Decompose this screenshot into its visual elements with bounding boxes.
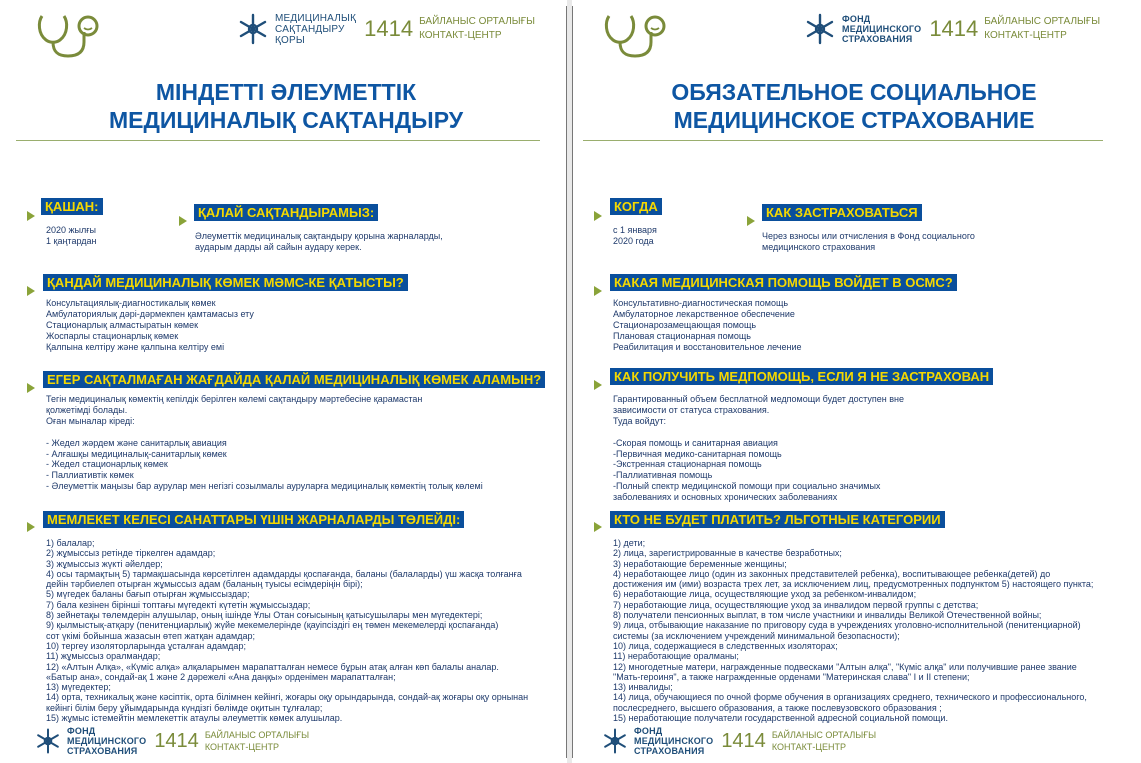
how-text: Әлеуметтік медициналық сақтандыру қорына жарналарды, аударым дарды ай сайын аудару керек. xyxy=(195,231,443,252)
arrow-icon xyxy=(747,216,755,226)
when-text: 2020 жылғы 1 қаңтардан xyxy=(46,225,97,246)
footer-logo-line-1: ФОНД xyxy=(67,726,96,736)
fund-logo xyxy=(236,12,535,46)
page-title-line-2: МЕДИЦИНСКОЕ СТРАХОВАНИЕ xyxy=(673,107,1035,133)
state-pays-header: МЕМЛЕКЕТ КЕЛЕСІ САНАТТАРЫ ҮШІН ЖАРНАЛАРДЫ ТӨЛЕЙДІ: xyxy=(43,511,464,528)
footer-logo xyxy=(601,726,876,756)
arrow-icon xyxy=(27,522,35,532)
arrow-icon xyxy=(594,211,602,221)
contact-ru: КОНТАКТ-ЦЕНТР xyxy=(419,30,502,41)
page-title-line-1: ОБЯЗАТЕЛЬНОЕ СОЦИАЛЬНОЕ xyxy=(671,79,1037,105)
coverage-list: Консультативно-диагностическая помощь Амбулаторное лекарственное обеспечение Стационарозамещающая помощь Плановая стационарная помощь Реабилитация и восстановительное лечение xyxy=(613,298,802,352)
stethoscope-icon xyxy=(603,12,673,58)
arrow-icon xyxy=(27,286,35,296)
footer-logo-line-2: МЕДИЦИНСКОГО xyxy=(67,736,147,746)
arrow-icon xyxy=(594,380,602,390)
logo-line-2: САҚТАНДЫРУ xyxy=(275,23,345,35)
uninsured-text: Тегін медициналық көмектің кепілдік берілген көлемі сақтандыру мәртебесіне қарамастан қолжетімді болады. Оған мыналар кіреді: - Жедел жәрдем және санитарлық авиация - Алғашқы медициналық-санитарлық көмек - Жедел стационарлық көмек - Паллиативтік көмек - Әлеуметтік маңызы бар аурулар мен негізгі созылмалы ауруларға медициналық көмектің толық көлемі xyxy=(46,394,483,492)
footer-hotline-number: 1414 xyxy=(154,729,199,752)
arrow-icon xyxy=(179,216,187,226)
arrow-icon xyxy=(594,286,602,296)
logo-line-2: МЕДИЦИНСКОГО xyxy=(842,24,922,34)
russian-page xyxy=(572,6,1135,758)
how-text: Через взносы или отчисления в Фонд социального медицинского страхования xyxy=(762,231,975,252)
exempt-header: КТО НЕ БУДЕТ ПЛАТИТЬ? ЛЬГОТНЫЕ КАТЕГОРИИ xyxy=(610,511,945,528)
footer-contact-ru: КОНТАКТ-ЦЕНТР xyxy=(771,742,847,752)
contact-ru: КОНТАКТ-ЦЕНТР xyxy=(984,30,1067,41)
contact-kz: БАЙЛАНЫС ОРТАЛЫҒЫ xyxy=(984,16,1101,27)
kazakh-page xyxy=(6,6,567,758)
stethoscope-icon xyxy=(36,12,106,58)
coverage-list: Консультациялық-диагностикалық көмек Амбулаториялық дәрі-дәрмекпен қамтамасыз ету Стационарлық алмастыратын көмек Жоспарлы стационарлық көмек Қалпына келтіру және қалпына келтіру емі xyxy=(46,298,254,352)
page-title-line-1: МІНДЕТТІ ӘЛЕУМЕТТІК xyxy=(155,79,417,105)
when-header: КОГДА xyxy=(610,198,662,215)
footer-hotline-number: 1414 xyxy=(721,729,766,752)
footer-contact-kz: БАЙЛАНЫС ОРТАЛЫҒЫ xyxy=(204,730,310,740)
when-text: с 1 января 2020 года xyxy=(613,225,657,246)
arrow-icon xyxy=(27,211,35,221)
footer-logo-line-1: ФОНД xyxy=(634,726,663,736)
logo-line-1: ФОНД xyxy=(842,14,871,24)
uninsured-text: Гарантированный объем бесплатной медпомощи будет доступен вне зависимости от статуса страхования. Туда войдут: -Скорая помощь и санитарная авиация -Первичная медико-санитарная помощь -Экстренная стационарная помощь -Паллиативная помощь -Полный спектр медицинской помощи при социально значимых заболеваниях и основных хронических заболеваниях xyxy=(613,394,905,503)
state-pays-list: 1) балалар; 2) жұмыссыз ретінде тіркелген адамдар; 3) жұмыссыз жүкті әйелдер; 4) осы тармақтың 5) тармақшасында көрсетілген адамдарды қоспағанда, баланы (балаларды) үш жасқа толғанға дейін тәрбиелеп отырған жұмыссыз адам (баланың туысы есімдеріңін бірі); 5) мүгедек баланы бағып отырған жұмыссыздар; 7) бала кезінен бірінші топтағы мүгедекті күтетін жұмыссыздар; 8) зейнетақы төлемдерін алушылар, оның ішінде Ұлы Отан соғысының қатысушылары мен мүгедектері; 9) қылмыстық-атқару (пенитенциарлық) жүйе мекемелерінде (қауіпсіздігі ең төмен мекемелерді қоспағанда) сот үкімі бойынша жазасын өтеп жатқан адамдар; 10) тергеу изоляторларында ұсталған адамдар; 11) жұмыссыз оралмандар; 12) «Алтын Алқа», «Күміс алқа» алқаларымен марапатталған немесе бұрын атақ алған көп балалы аналар. «Батыр ана», сондай-ақ 1 және 2 дәрежелі «Ана даңқы» орденімен марапатталған; 13) мүгедектер; 14) орта, техникалық және кәсіптік, орта білімнен кейінгі, жоғары оқу орындарында, сондай-ақ жоғары оқу орнынан кейінгі білім беру ұйымдарында күндізгі бөлімде оқитын тұлғалар; 15) жұмыс істемейтін мемлекеттік атаулы әлеуметтік көмек алушылар. xyxy=(46,538,529,724)
footer-contact-ru: КОНТАКТ-ЦЕНТР xyxy=(204,742,280,752)
exempt-list: 1) дети; 2) лица, зарегистрированные в качестве безработных; 3) неработающие беременные женщины; 4) неработающее лицо (один из законных представителей ребенка), воспитывающее ребенка(детей) до достижения им (ими) возраста трех лет, за исключением лиц, предусмотренных подпунктом 5) настоящего пункта; 6) неработающие лица, осуществляющие уход за ребенком-инвалидом; 7) неработающие лица, осуществляющие уход за инвалидом первой группы с детства; 8) получатели пенсионных выплат, в том числе участники и инвалиды Великой Отечественной войны; 9) лица, отбывающие наказание по приговору суда в учреждениях уголовно-исполнительной (пенитенциарной) системы (за исключением учреждений минимальной безопасности); 10) лица, содержащиеся в следственных изоляторах; 11) неработающие оралманы; 12) многодетные матери, награжденные подвесками "Алтын алқа", "Күміс алқа" или получившие ранее звание "Мать-героиня", а также награжденные орденами "Материнская слава" I и II степени; 13) инвалиды; 14) лица, обучающиеся по очной форме обучения в организациях среднего, технического и профессионального, послесреднего, высшего образования, а также послевузовского образования ; 15) неработающие получатели государственной адресной социальной помощи. xyxy=(613,538,1094,724)
footer-logo-line-3: СТРАХОВАНИЯ xyxy=(67,746,138,756)
arrow-icon xyxy=(27,383,35,393)
uninsured-header: КАК ПОЛУЧИТЬ МЕДПОМОЩЬ, ЕСЛИ Я НЕ ЗАСТРАХОВАН xyxy=(610,368,993,385)
when-header: ҚАШАН: xyxy=(41,198,103,215)
footer-logo-line-2: МЕДИЦИНСКОГО xyxy=(634,736,714,746)
how-header: КАК ЗАСТРАХОВАТЬСЯ xyxy=(762,204,922,221)
snowflake-logo-icon xyxy=(34,727,62,755)
coverage-header: ҚАНДАЙ МЕДИЦИНАЛЫҚ КӨМЕК МӘМС-КЕ ҚАТЫСТЫ? xyxy=(43,274,408,291)
page-title-line-2: МЕДИЦИНАЛЫҚ САҚТАНДЫРУ xyxy=(108,107,464,133)
how-header: ҚАЛАЙ САҚТАНДЫРАМЫЗ: xyxy=(194,204,378,221)
logo-line-1: МЕДИЦИНАЛЫҚ xyxy=(275,12,357,24)
snowflake-logo-icon xyxy=(601,727,629,755)
hotline-number: 1414 xyxy=(364,16,414,41)
footer-logo-line-3: СТРАХОВАНИЯ xyxy=(634,746,705,756)
footer-logo xyxy=(34,726,309,756)
fund-logo xyxy=(803,12,1100,46)
title-rule xyxy=(583,140,1103,141)
logo-line-3: ҚОРЫ xyxy=(275,34,305,46)
contact-kz: БАЙЛАНЫС ОРТАЛЫҒЫ xyxy=(419,16,535,27)
snowflake-logo-icon xyxy=(803,12,837,46)
uninsured-header: ЕГЕР САҚТАЛМАҒАН ЖАҒДАЙДА ҚАЛАЙ МЕДИЦИНАЛЫҚ КӨМЕК АЛАМЫН? xyxy=(43,371,545,388)
coverage-header: КАКАЯ МЕДИЦИНСКАЯ ПОМОЩЬ ВОЙДЕТ В ОСМС? xyxy=(610,274,957,291)
snowflake-logo-icon xyxy=(236,12,270,46)
title-rule xyxy=(16,140,540,141)
hotline-number: 1414 xyxy=(929,16,979,41)
logo-line-3: СТРАХОВАНИЯ xyxy=(842,34,913,44)
arrow-icon xyxy=(594,522,602,532)
footer-contact-kz: БАЙЛАНЫС ОРТАЛЫҒЫ xyxy=(771,730,877,740)
